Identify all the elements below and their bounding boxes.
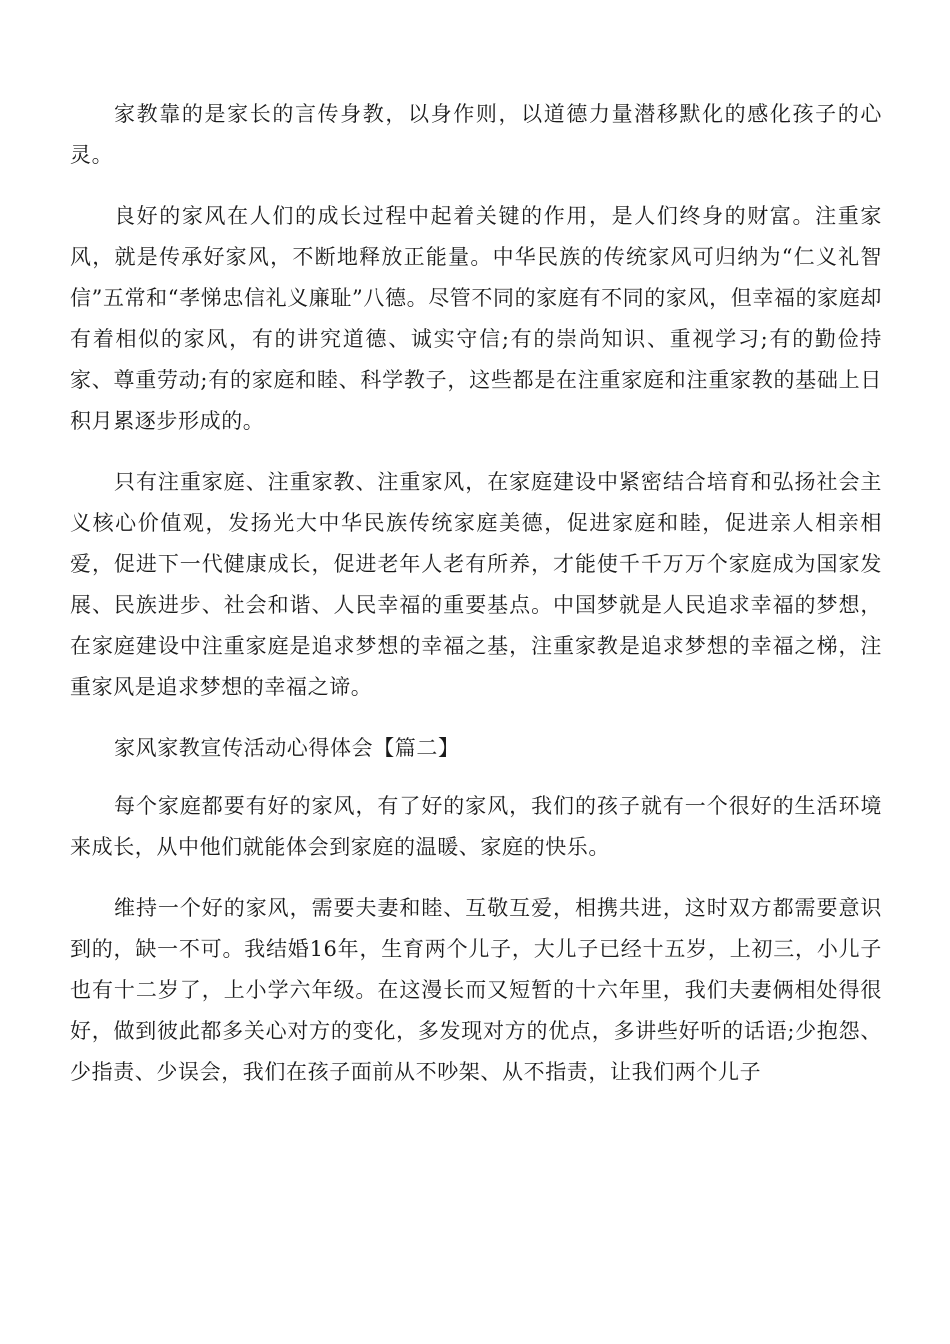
paragraph-4: 每个家庭都要有好的家风，有了好的家风，我们的孩子就有一个很好的生活环境来成长，从中他们就能体会到家庭的温暖、家庭的快乐。 — [70, 794, 882, 859]
document-body — [70, 94, 882, 1113]
paragraph-2: 良好的家风在人们的成长过程中起着关键的作用，是人们终身的财富。注重家风，就是传承好家风，不断地释放正能量。中华民族的传统家风可归纳为“仁义礼智信”五常和“孝悌忠信礼义廉耻”八德。尽管不同的家庭有不同的家风，但幸福的家庭却有着相似的家风，有的讲究道德、诚实守信;有的崇尚知识、重视学习;有的勤俭持家、尊重劳动;有的家庭和睦、科学教子，这些都是在注重家庭和注重家教的基础上日积月累逐步形成的。 — [70, 204, 882, 433]
paragraph-3: 只有注重家庭、注重家教、注重家风，在家庭建设中紧密结合培育和弘扬社会主义核心价值观，发扬光大中华民族传统家庭美德，促进家庭和睦，促进亲人相亲相爱，促进下一代健康成长，促进老年人老有所养，才能使千千万万个家庭成为国家发展、民族进步、社会和谐、人民幸福的重要基点。中国梦就是人民追求幸福的梦想，在家庭建设中注重家庭是追求梦想的幸福之基，注重家教是追求梦想的幸福之梯，注重家风是追求梦想的幸福之谛。 — [70, 470, 882, 699]
paragraph-5: 维持一个好的家风，需要夫妻和睦、互敬互爱，相携共进，这时双方都需要意识到的，缺一不可。我结婚16年，生育两个儿子，大儿子已经十五岁，上初三，小儿子也有十二岁了，上小学六年级。在这漫长而又短暂的十六年里，我们夫妻俩相处得很好，做到彼此都多关心对方的变化，多发现对方的优点，多讲些好听的话语;少抱怨、少指责、少误会，我们在孩子面前从不吵架、从不指责，让我们两个儿子 — [70, 896, 882, 1084]
section-heading: 家风家教宣传活动心得体会【篇二】 — [114, 736, 460, 760]
paragraph-1: 家教靠的是家长的言传身教，以身作则，以道德力量潜移默化的感化孩子的心灵。 — [70, 102, 882, 167]
